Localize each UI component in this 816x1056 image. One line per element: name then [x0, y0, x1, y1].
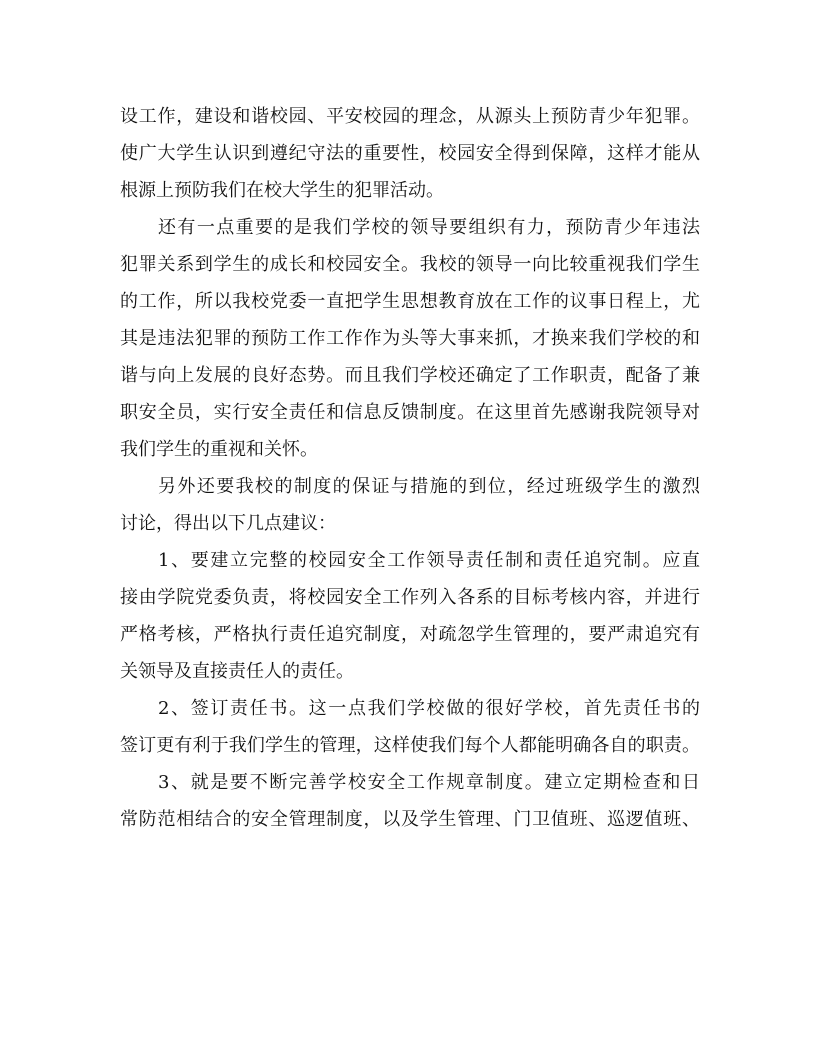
text-line: 使广大学生认识到遵纪守法的重要性，校园安全得到保障，这样才能从: [120, 143, 700, 164]
text-line: 犯罪关系到学生的成长和校园安全。我校的领导一向比较重视我们学生: [120, 254, 700, 275]
text-line: 2、签订责任书。这一点我们学校做的很好学校，首先责任书的: [158, 698, 700, 719]
text-line: 其是违法犯罪的预防工作工作作为头等大事来抓，才换来我们学校的和: [120, 328, 700, 349]
text-line: 接由学院党委负责，将校园安全工作列入各系的目标考核内容，并进行: [120, 587, 700, 608]
text-line: 1、要建立完整的校园安全工作领导责任制和责任追究制。应直: [158, 550, 700, 571]
text-line: 另外还要我校的制度的保证与措施的到位，经过班级学生的激烈: [158, 476, 700, 497]
text-line: 签订更有利于我们学生的管理，这样使我们每个人都能明确各自的职责。: [120, 735, 700, 756]
body-text: [120, 98, 700, 838]
text-line: 讨论，得出以下几点建议：: [120, 513, 336, 534]
text-line: 职安全员，实行安全责任和信息反馈制度。在这里首先感谢我院领导对: [120, 402, 700, 423]
text-line: 关领导及直接责任人的责任。: [120, 661, 354, 682]
text-line: 我们学生的重视和关怀。: [120, 439, 318, 460]
text-line: 谐与向上发展的良好态势。而且我们学校还确定了工作职责，配备了兼: [120, 365, 700, 386]
text-line: 严格考核，严格执行责任追究制度，对疏忽学生管理的，要严肃追究有: [120, 624, 700, 645]
text-line: 还有一点重要的是我们学校的领导要组织有力，预防青少年违法: [158, 217, 700, 238]
text-line: 设工作，建设和谐校园、平安校园的理念，从源头上预防青少年犯罪。: [120, 106, 700, 127]
text-line: 3、就是要不断完善学校安全工作规章制度。建立定期检查和日: [158, 772, 700, 793]
text-line: 根源上预防我们在校大学生的犯罪活动。: [120, 180, 444, 201]
text-line: 常防范相结合的安全管理制度，以及学生管理、门卫值班、巡逻值班、: [120, 809, 700, 830]
text-line: 的工作，所以我校党委一直把学生思想教育放在工作的议事日程上，尤: [120, 291, 700, 312]
